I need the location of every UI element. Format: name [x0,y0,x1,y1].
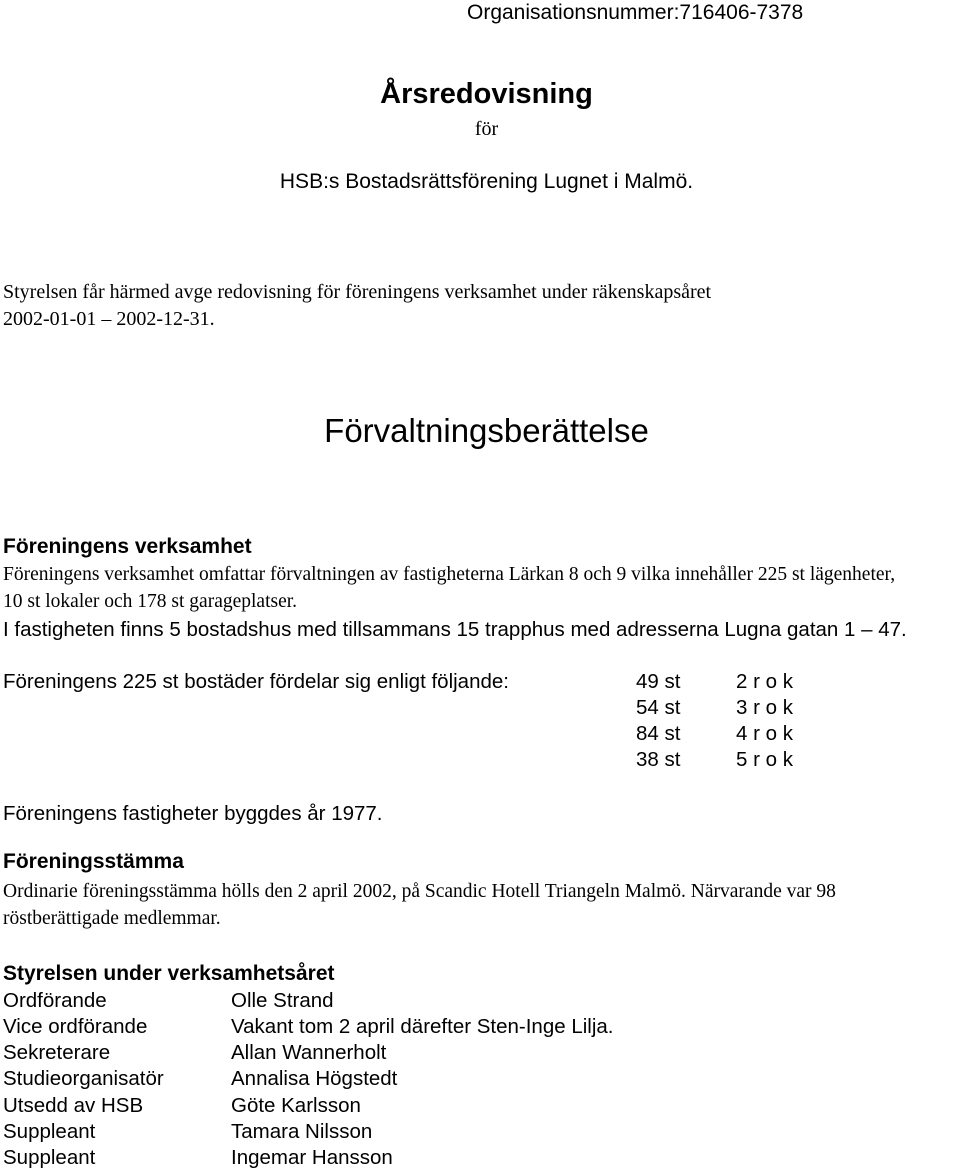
stamma-line-1: Ordinarie föreningsstämma hölls den 2 april 2002, på Scandic Hotell Triangeln Malmö. Närvarande var 98 [3,881,836,902]
built-year-text: Föreningens fastigheter byggdes år 1977. [3,802,383,825]
distribution-count: 54 st [636,696,681,719]
distribution-type: 5 r o k [736,748,793,771]
board-member-name: Olle Strand [231,989,334,1012]
stamma-heading: Föreningsstämma [3,850,184,873]
intro-line-2: 2002-01-01 – 2002-12-31. [3,308,215,330]
stamma-line-2: röstberättigade medlemmar. [3,908,221,929]
intro-line-1: Styrelsen får härmed avge redovisning för föreningens verksamhet under räkenskapsåret [3,281,712,303]
distribution-count: 38 st [636,748,681,771]
document-title: Årsredovisning [380,78,593,110]
verksamhet-heading: Föreningens verksamhet [3,535,252,558]
board-role: Ordförande [3,989,107,1012]
verksamhet-line-3: I fastigheten finns 5 bostadshus med tillsammans 15 trapphus med adresserna Lugna gatan 1 – 47. [3,618,907,641]
board-role: Sekreterare [3,1041,111,1064]
board-member-name: Ingemar Hansson [231,1146,393,1169]
distribution-label: Föreningens 225 st bostäder fördelar sig enligt följande: [3,670,509,693]
board-member-name: Annalisa Högstedt [231,1067,398,1090]
verksamhet-line-1: Föreningens verksamhet omfattar förvaltningen av fastigheterna Lärkan 8 och 9 vilka innehåller 225 st lägenheter, [3,564,896,585]
association-name: HSB:s Bostadsrättsförening Lugnet i Malmö. [279,170,694,193]
board-role: Suppleant [3,1146,96,1169]
board-role: Studieorganisatör [3,1067,164,1090]
distribution-type: 2 r o k [736,670,793,693]
board-role: Suppleant [3,1120,96,1143]
section-title: Förvaltningsberättelse [324,412,649,449]
title-for-word: för [474,118,499,140]
verksamhet-line-2: 10 st lokaler och 178 st garageplatser. [3,591,298,612]
distribution-type: 4 r o k [736,722,793,745]
board-role: Utsedd av HSB [3,1094,144,1117]
distribution-count: 49 st [636,670,681,693]
board-member-name: Vakant tom 2 april därefter Sten-Inge Lilja. [231,1015,614,1038]
board-heading: Styrelsen under verksamhetsåret [3,962,335,985]
distribution-count: 84 st [636,722,681,745]
board-member-name: Göte Karlsson [231,1094,361,1117]
board-role: Vice ordförande [3,1015,148,1038]
distribution-type: 3 r o k [736,696,793,719]
organization-number: Organisationsnummer:716406-7378 [467,1,804,24]
board-member-name: Tamara Nilsson [231,1120,373,1143]
board-member-name: Allan Wannerholt [231,1041,387,1064]
